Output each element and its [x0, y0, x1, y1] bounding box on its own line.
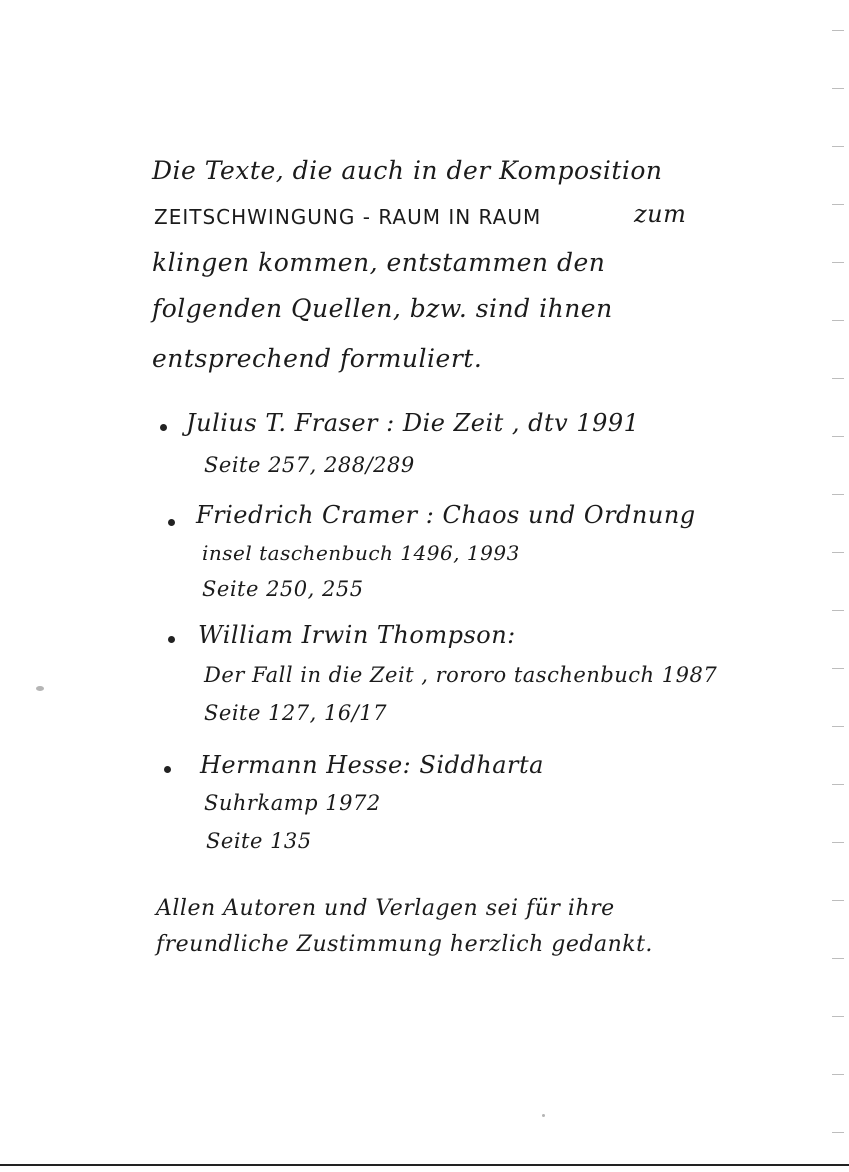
source-3-pages: Seite 127, 16/17: [204, 701, 388, 725]
scan-speck: [542, 1114, 545, 1117]
intro-line-1: Die Texte, die auch in der Komposition: [152, 156, 663, 185]
margin-mark: [832, 1016, 844, 1017]
source-4-author: Hermann Hesse: Siddharta: [200, 751, 544, 779]
intro-line-4: folgenden Quellen, bzw. sind ihnen: [152, 294, 613, 323]
scan-speck: [36, 686, 44, 691]
source-1-pages: Seite 257, 288/289: [204, 453, 415, 477]
margin-mark: [832, 552, 844, 553]
margin-mark: [832, 320, 844, 321]
source-2-author: Friedrich Cramer : Chaos und Ordnung: [196, 501, 696, 529]
bullet: [168, 636, 175, 643]
margin-mark: [832, 900, 844, 901]
margin-mark: [832, 436, 844, 437]
margin-mark: [832, 1132, 844, 1133]
margin-mark: [832, 378, 844, 379]
source-1-author: Julius T. Fraser : Die Zeit , dtv 1991: [186, 409, 640, 437]
source-3-title: Der Fall in die Zeit , rororo taschenbuch 1987: [204, 663, 718, 687]
margin-mark: [832, 610, 844, 611]
bullet: [168, 519, 175, 526]
margin-mark: [832, 262, 844, 263]
closing-line-1: Allen Autoren und Verlagen sei für ihre: [156, 896, 615, 921]
bullet: [164, 766, 171, 773]
margin-mark: [832, 30, 844, 31]
intro-line-3: klingen kommen, entstammen den: [152, 248, 606, 277]
margin-mark: [832, 784, 844, 785]
margin-mark: [832, 204, 844, 205]
page-bottom-edge: [0, 1164, 849, 1166]
composition-title: ZEITSCHWINGUNG - RAUM IN RAUM: [154, 205, 542, 229]
margin-mark: [832, 146, 844, 147]
margin-mark: [832, 842, 844, 843]
source-2-pages: Seite 250, 255: [202, 577, 364, 601]
intro-line-5: entsprechend formuliert.: [152, 344, 483, 373]
margin-mark: [832, 1074, 844, 1075]
margin-mark: [832, 958, 844, 959]
source-2-publisher: insel taschenbuch 1496, 1993: [202, 541, 520, 565]
margin-mark: [832, 494, 844, 495]
closing-line-2: freundliche Zustimmung herzlich gedankt.: [156, 932, 653, 957]
margin-mark: [832, 668, 844, 669]
source-4-pages: Seite 135: [206, 829, 312, 853]
intro-line-2-end: zum: [634, 200, 687, 228]
bullet: [160, 424, 167, 431]
source-3-author: William Irwin Thompson:: [198, 621, 516, 649]
source-4-publisher: Suhrkamp 1972: [204, 791, 381, 815]
margin-mark: [832, 726, 844, 727]
margin-mark: [832, 88, 844, 89]
